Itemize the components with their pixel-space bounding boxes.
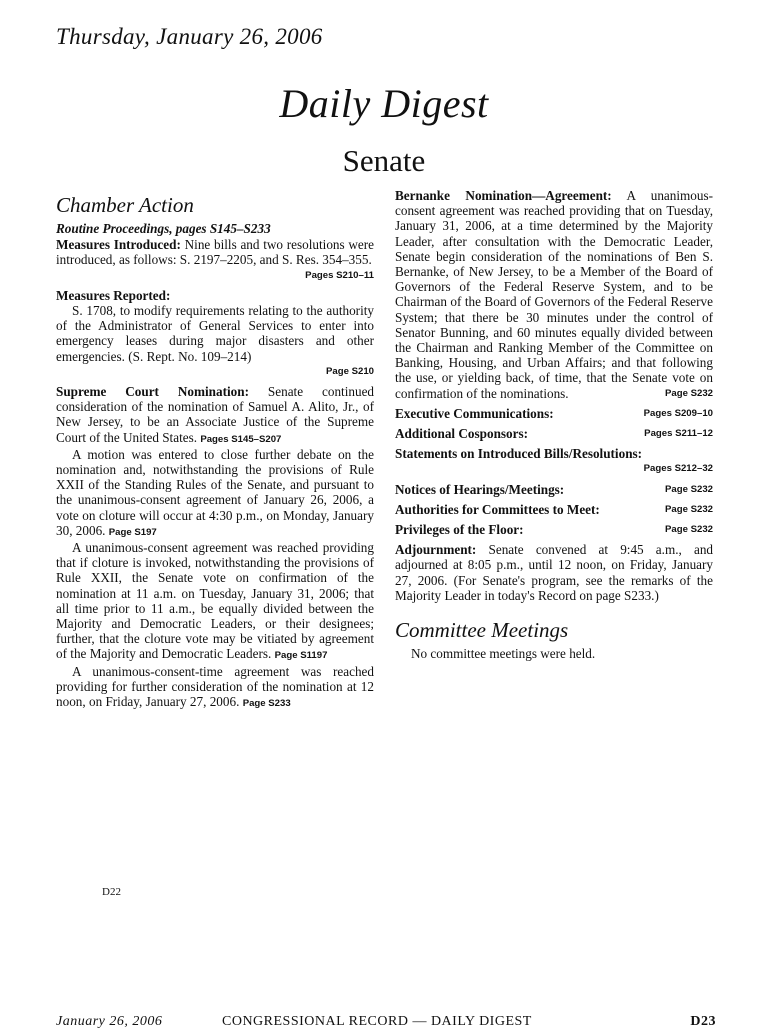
bernanke-label: Bernanke Nomination—Agreement:	[395, 188, 612, 203]
page-id: D22	[102, 886, 121, 898]
list-item-label: Authorities for Committees to Meet:	[395, 501, 600, 517]
measures-reported-item	[56, 288, 374, 379]
committee-meetings-heading: Committee Meetings	[395, 618, 569, 643]
list-item	[395, 426, 713, 441]
digest-title: Daily Digest	[279, 81, 489, 126]
adjournment-item	[395, 542, 713, 603]
measures-introduced-text: Nine bills and two resolutions were introduced, as follows: S. 2197–2205, and S. Res. 354–355.	[56, 237, 375, 268]
adjournment-label: Adjournment:	[395, 542, 477, 558]
supreme-court-ref: Pages S145–S207	[200, 433, 282, 445]
confirmation-agreement-ref: Page S1197	[274, 650, 328, 662]
list-item-ref: Pages S212–32	[643, 463, 713, 475]
bernanke-ref: Page S232	[664, 387, 713, 399]
routine-proceedings: Routine Proceedings, pages S145–S233	[56, 221, 271, 236]
right-column	[395, 188, 713, 661]
list-item	[395, 482, 713, 497]
measures-reported-label: Measures Reported:	[56, 287, 171, 303]
confirmation-agreement-text: A unanimous-consent agreement was reached providing that if cloture is invoked, notwithstanding the provisions of Rule XXII, the Senate vote on confirmation of the nomination at 11 a.m. on Tuesday, January 31, 2006; that all time prior to 11 a.m., be equally divided between the Majority and Democratic Leaders, or their designees; further, that the cloture vote may be vitiated by agreement of the Majority and Democratic Leaders.	[56, 540, 374, 662]
adjournment-text: Senate convened at 9:45 a.m., and adjourned at 8:05 p.m., until 12 noon, on Friday, January 27, 2006. (For Senate's program, see the remarks of the Majority Leader in today's Record on page S233.)	[395, 542, 714, 603]
chamber-action-heading: Chamber Action	[56, 193, 194, 217]
bernanke-item	[395, 188, 713, 401]
list-item	[395, 502, 713, 517]
measures-introduced-item	[56, 237, 374, 283]
measures-reported-text: S. 1708, to modify requirements relating to the authority of the Administrator of General Services to enter into emergency leases during major disasters and other emergencies. (S. Rept. No. 109–214)	[56, 303, 374, 364]
list-item-label: Privileges of the Floor:	[395, 522, 524, 538]
list-item-ref: Pages S209–10	[643, 407, 713, 419]
list-item-label: Additional Cosponsors:	[395, 426, 529, 442]
running-footer-date: January 26, 2006	[56, 1014, 163, 1029]
list-item	[395, 522, 713, 537]
cloture-motion-ref: Page S197	[108, 526, 157, 538]
left-column	[56, 188, 374, 716]
time-agreement-ref: Page S233	[242, 698, 291, 710]
list-item-ref: Pages S211–12	[644, 428, 713, 440]
date-line: Thursday, January 26, 2006	[56, 24, 323, 49]
measures-introduced-ref: Pages S210–11	[305, 269, 374, 281]
list-item-label: Executive Communications:	[395, 405, 554, 421]
list-item-label: Statements on Introduced Bills/Resolutions:	[395, 446, 643, 462]
chamber-title: Senate	[342, 143, 426, 178]
measures-reported-ref: Page S210	[325, 365, 374, 377]
list-item-ref: Page S232	[664, 503, 713, 515]
running-footer-page: D23	[690, 1014, 716, 1029]
supreme-court-text: Senate continued consideration of the nomination of Samuel A. Alito, Jr., of New Jersey, to be an Associate Justice of the Supreme Court of the United States.	[56, 384, 375, 445]
bernanke-text: A unanimous-consent agreement was reached providing that on Tuesday, January 31, 2006, at a time determined by the Majority Leader, after consultation with the Democratic Leader, Senate begin consideration of the nominations of Ben S. Bernanke, of New Jersey, to be a Member of the Board of Governors of the Federal Reserve System, and to be Chairman of the Board of Governors of the Federal Reserve System; that there be 30 minutes under the control of Senator Bunning, and 60 minutes equally divided between the Chairman and Ranking Member of the Committee on Banking, Housing, and Urban Affairs; and that following the use, or yielding back, of time, that the Senate vote on confirmation of the nominations.	[395, 188, 714, 401]
measures-introduced-label: Measures Introduced:	[56, 237, 181, 253]
list-item-ref: Page S232	[664, 524, 713, 536]
time-agreement-text: A unanimous-consent-time agreement was reached providing for further consideration of the nomination at 12 noon, on Friday, January 27, 2006.	[56, 663, 374, 710]
cloture-motion-text: A motion was entered to close further debate on the nomination and, notwithstanding the provisions of Rule XXII of the Standing Rules of the Senate, and pursuant to the unanimous-consent agreement of January 26, 2006, a vote on cloture will occur at 4:30 p.m., on Monday, January 30, 2006.	[56, 446, 374, 538]
running-footer	[56, 1014, 716, 1030]
list-item-ref: Page S232	[664, 483, 713, 495]
list-item-label: Notices of Hearings/Meetings:	[395, 481, 565, 497]
supreme-court-item	[56, 384, 374, 711]
committee-meetings-text: No committee meetings were held.	[411, 646, 596, 662]
list-item	[395, 406, 713, 421]
running-footer-title: CONGRESSIONAL RECORD — DAILY DIGEST	[222, 1014, 532, 1029]
list-item	[395, 446, 713, 476]
supreme-court-label: Supreme Court Nomination:	[56, 384, 249, 400]
